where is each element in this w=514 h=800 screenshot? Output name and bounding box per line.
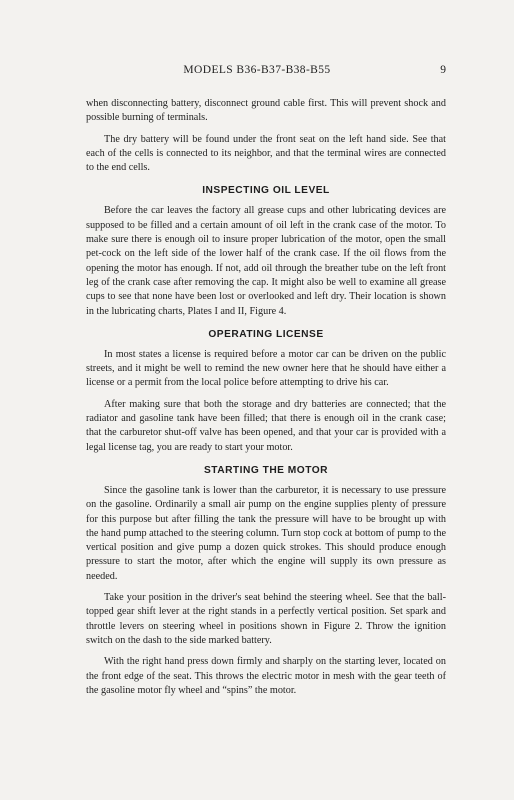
paragraph-driver-position: Take your position in the driver's seat behind the steering wheel. See that the ball-topped gear shift lever at the right stands in a perfectly vertical position. Set spark and throttle levers on steering wheel in positions shown in Figure 2. Throw the ignition switch on the dash to the side marked battery. (86, 592, 446, 646)
paragraph-starting-lever: With the right hand press down firmly and sharply on the starting lever, located on the front edge of the seat. This throws the electric motor in mesh with the gear teeth of the gasoline motor fly wheel and “spins” the motor. (86, 656, 446, 696)
body-text (86, 97, 446, 705)
running-header (0, 64, 514, 80)
heading-inspecting-oil-level: INSPECTING OIL LEVEL (202, 185, 330, 197)
paragraph-battery-ground: when disconnecting battery, disconnect ground cable first. This will prevent shock and possible burning of terminals. (86, 98, 446, 124)
paragraph-gasoline-pressure: Since the gasoline tank is lower than the carburetor, it is necessary to use pressure on the gasoline. Ordinarily a small air pump on the engine supplies plenty of pressure for this purpose but after filling the tank the pressure will have to be brought up with the hand pump attached to the steering column. Turn stop cock at bottom of pump to the vertical position and give pump a dozen quick strokes. This should produce enough pressure to start the motor, after which the engine will supply its own pressure as needed. (86, 484, 446, 582)
paragraph-license: In most states a license is required before a motor car can be driven on the public streets, and it might be well to remind the new owner here that he should have either a license or a permit from the local police before attempting to drive his car. (86, 348, 446, 389)
paragraph-oil-level: Before the car leaves the factory all grease cups and other lubricating devices are supposed to be filled and a certain amount of oil left in the crank case of the motor. To make sure there is enough oil to insure proper lubrication of the motor, open the small pet-cock on the left side of the lower half of the crank case. If the oil flows from the opening the motor has enough. If not, add oil through the breather tube on the left front leg of the crank case after removing the cap. It might also be well to examine all grease cups to see that none have been lost or overlooked and left dry. Their location is shown in the lubricating charts, Plates I and II, Figure 4. (86, 205, 446, 317)
heading-operating-license: OPERATING LICENSE (208, 328, 324, 340)
page-number: 9 (440, 64, 446, 76)
paragraph-dry-battery: The dry battery will be found under the front seat on the left hand side. See that each of the cells is connected to its neighbor, and that the terminal wires are connected to the end cells. (86, 133, 446, 174)
heading-starting-the-motor: STARTING THE MOTOR (203, 464, 329, 476)
paragraph-ready-to-start: After making sure that both the storage and dry batteries are connected; that the radiator and gasoline tank have been filled; that there is enough oil in the crank case; that the carburetor shut-off valve has been opened, and that your car is provided with a legal license tag, you are ready to start your motor. (86, 398, 446, 453)
header-title: MODELS B36-B37-B38-B55 (183, 64, 331, 76)
